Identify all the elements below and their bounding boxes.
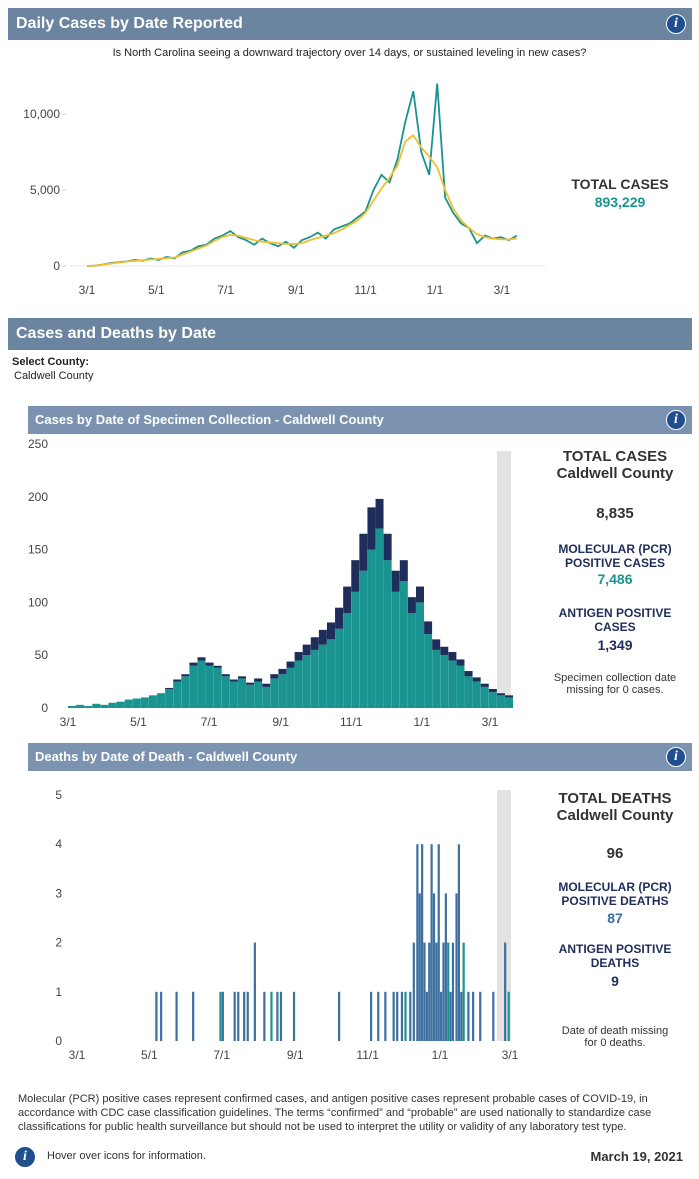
- x-tick-label: 11/1: [354, 283, 377, 297]
- death-bar: [479, 992, 481, 1041]
- death-bar: [401, 992, 403, 1041]
- death-bar: [447, 943, 449, 1041]
- x-tick-label: 7/1: [200, 715, 218, 729]
- x-tick-label: 1/1: [413, 715, 431, 729]
- death-bar: [237, 992, 239, 1041]
- death-bar: [421, 844, 423, 1041]
- death-bar: [219, 992, 221, 1041]
- death-bar: [280, 992, 282, 1041]
- total-cases-label: TOTAL CASES: [562, 448, 668, 465]
- death-bar: [504, 943, 506, 1041]
- x-tick-label: 9/1: [286, 1048, 304, 1062]
- death-bar: [445, 893, 447, 1041]
- y-tick-label: 3: [55, 886, 62, 901]
- footer-note: Molecular (PCR) positive cases represent confirmed cases, and antigen positive cases represent probable cases of COVID-19, in accordance with CDC case classification guidelines. The terms “confirmed” and “probable” are used nationally to standardize case classifications for public health surveillance but should not be used to interpret the utility or validity of any laboratory test type.: [18, 1093, 652, 1133]
- y-tick-label: 1: [55, 984, 62, 999]
- death-bar: [234, 992, 236, 1041]
- county-select[interactable]: Caldwell County: [14, 370, 94, 382]
- info-icon[interactable]: i: [666, 14, 686, 34]
- pcr-cases-label: MOLECULAR (PCR) POSITIVE CASES: [558, 542, 672, 570]
- chart-question: Is North Carolina seeing a downward trajectory over 14 days, or sustained leveling in new cases?: [112, 47, 587, 59]
- death-bar: [384, 992, 386, 1041]
- total-cases-value: 893,229: [594, 194, 646, 210]
- info-icon[interactable]: i: [14, 1146, 36, 1168]
- death-bar: [449, 992, 451, 1041]
- county-name: Caldwell County: [556, 807, 674, 824]
- x-tick-label: 1/1: [426, 283, 444, 297]
- x-tick-label: 5/1: [141, 1048, 158, 1062]
- x-tick-label: 11/1: [340, 715, 363, 729]
- death-bar: [243, 992, 245, 1041]
- death-bar: [404, 992, 406, 1041]
- x-tick-label: 1/1: [431, 1048, 449, 1062]
- y-tick-label: 5,000: [29, 183, 60, 197]
- death-bar: [192, 992, 194, 1041]
- death-bar: [419, 893, 421, 1041]
- y-tick-label: 150: [27, 542, 48, 557]
- panel-title: Cases by Date of Specimen Collection - Caldwell County: [35, 412, 384, 427]
- death-bar: [293, 992, 295, 1041]
- death-bar: [426, 992, 428, 1041]
- y-tick-label: 5: [55, 788, 62, 802]
- death-bar: [438, 844, 440, 1041]
- x-tick-label: 3/1: [481, 715, 499, 729]
- death-bar: [492, 992, 494, 1041]
- y-tick-label: 200: [27, 489, 48, 504]
- death-bar: [370, 992, 372, 1041]
- death-bar: [160, 992, 162, 1041]
- antigen-cases-label: ANTIGEN POSITIVE CASES: [558, 606, 672, 634]
- x-tick-label: 3/1: [68, 1048, 86, 1062]
- death-bar: [455, 893, 457, 1041]
- report-date: March 19, 2021: [590, 1149, 683, 1164]
- death-bar: [338, 992, 340, 1041]
- total-cases-value: 8,835: [596, 505, 634, 522]
- missing-deaths-note: Date of death missing for 0 deaths.: [561, 1025, 669, 1049]
- death-bar: [435, 943, 437, 1041]
- x-tick-label: 7/1: [217, 283, 235, 297]
- death-bar: [263, 992, 265, 1041]
- death-bar: [247, 992, 249, 1041]
- death-bar: [155, 992, 157, 1041]
- pcr-deaths-label: MOLECULAR (PCR) POSITIVE DEATHS: [558, 880, 672, 908]
- death-bar: [270, 992, 272, 1041]
- x-tick-label: 11/1: [356, 1048, 379, 1062]
- death-bar: [431, 844, 433, 1041]
- x-tick-label: 9/1: [287, 283, 305, 297]
- death-bar: [423, 943, 425, 1041]
- antigen-cases-value: 1,349: [597, 637, 633, 653]
- death-bar: [276, 992, 278, 1041]
- y-tick-label: 250: [27, 437, 48, 451]
- y-tick-label: 100: [27, 595, 48, 610]
- death-bar: [175, 992, 177, 1041]
- death-bar: [460, 992, 462, 1041]
- pcr-deaths-value: 87: [607, 910, 623, 926]
- x-tick-label: 7/1: [213, 1048, 231, 1062]
- x-tick-label: 3/1: [78, 283, 96, 297]
- info-icon[interactable]: i: [666, 410, 686, 430]
- death-bar: [222, 992, 224, 1041]
- total-deaths-label: TOTAL DEATHS: [558, 790, 672, 807]
- death-bar: [472, 992, 474, 1041]
- death-bar: [416, 844, 418, 1041]
- section-title: Daily Cases by Date Reported: [16, 15, 243, 32]
- death-bar: [396, 992, 398, 1041]
- death-bar: [442, 943, 444, 1041]
- antigen-deaths-value: 9: [611, 973, 619, 989]
- x-tick-label: 3/1: [493, 283, 511, 297]
- county-name: Caldwell County: [556, 465, 674, 482]
- section-title: Cases and Deaths by Date: [16, 325, 217, 342]
- y-tick-label: 0: [53, 259, 60, 273]
- death-bar: [433, 893, 435, 1041]
- y-tick-label: 4: [55, 837, 62, 852]
- death-bar: [463, 943, 465, 1041]
- hover-hint: Hover over icons for information.: [47, 1150, 206, 1162]
- antigen-deaths-label: ANTIGEN POSITIVE DEATHS: [558, 942, 672, 970]
- death-bar: [458, 844, 460, 1041]
- x-tick-label: 3/1: [59, 715, 77, 729]
- death-bar: [452, 943, 454, 1041]
- y-tick-label: 0: [41, 701, 48, 715]
- y-tick-label: 10,000: [23, 107, 60, 121]
- info-icon[interactable]: i: [666, 747, 686, 767]
- death-bar: [377, 992, 379, 1041]
- death-bar: [428, 943, 430, 1041]
- x-tick-label: 9/1: [272, 715, 290, 729]
- death-bar: [254, 943, 256, 1041]
- missing-cases-note: Specimen collection date missing for 0 cases.: [553, 672, 677, 696]
- select-county-label: Select County:: [12, 356, 90, 368]
- x-tick-label: 3/1: [501, 1048, 519, 1062]
- x-tick-label: 5/1: [148, 283, 165, 297]
- death-bar: [413, 943, 415, 1041]
- death-bar: [440, 992, 442, 1041]
- total-cases-label: TOTAL CASES: [571, 176, 669, 192]
- y-tick-label: 0: [55, 1034, 62, 1048]
- total-deaths-value: 96: [606, 845, 624, 862]
- death-bar: [393, 992, 395, 1041]
- y-tick-label: 2: [55, 935, 62, 950]
- death-bar: [508, 992, 510, 1041]
- y-tick-label: 50: [34, 648, 48, 663]
- x-tick-label: 5/1: [130, 715, 147, 729]
- pcr-cases-value: 7,486: [597, 571, 633, 587]
- death-bar: [467, 992, 469, 1041]
- panel-title: Deaths by Date of Death - Caldwell County: [35, 749, 298, 764]
- death-bar: [409, 992, 411, 1041]
